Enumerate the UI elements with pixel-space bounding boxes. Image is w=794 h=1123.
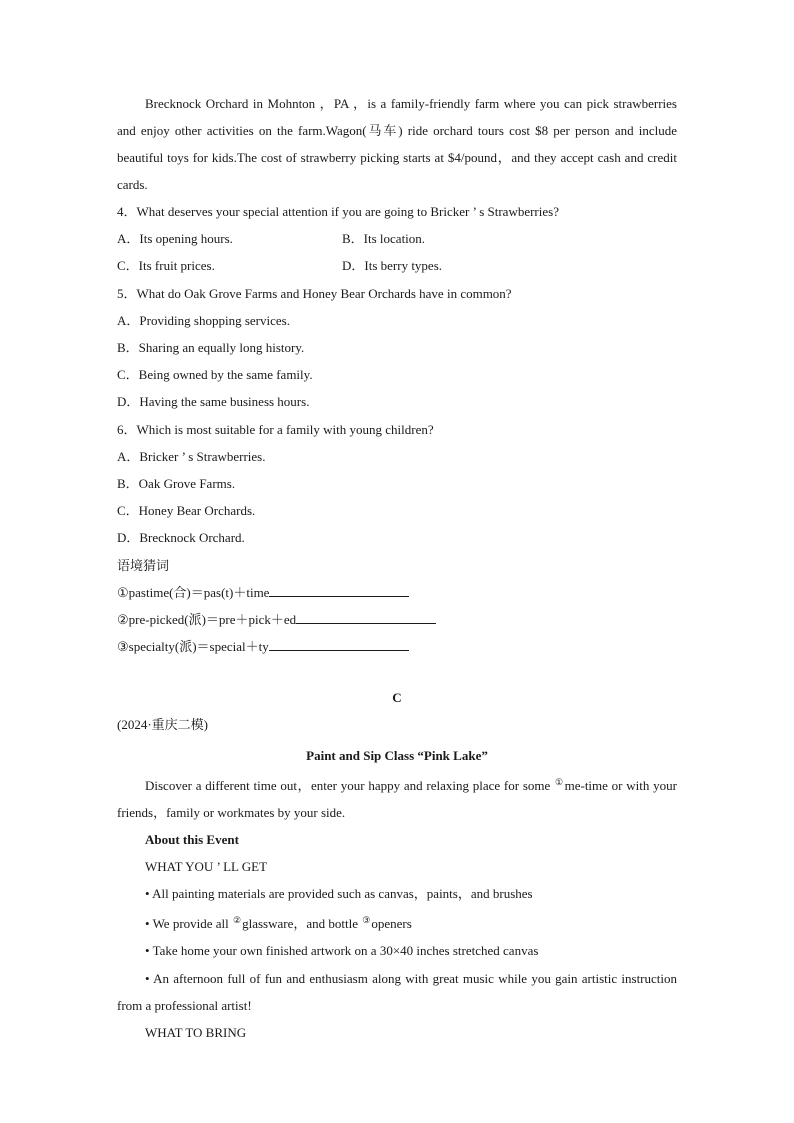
- bring-heading: WHAT TO BRING: [145, 1024, 247, 1040]
- footnote-marker: ①: [555, 776, 564, 787]
- passage-intro: Discover a different time out，enter your happy and relaxing place for some ①me-time or with your friends，family or workmates by your side.: [117, 776, 677, 820]
- answer-blank[interactable]: [269, 637, 409, 651]
- vocab-heading: 语境猜词: [117, 557, 170, 573]
- vocab-item: ①pastime(合)＝pas(t)＋time: [117, 579, 677, 606]
- footnote-marker: ②: [233, 915, 242, 926]
- question-6: [117, 416, 677, 552]
- option-d: D．Having the same business hours.: [117, 394, 310, 410]
- option-a: A．Its opening hours.: [117, 231, 233, 247]
- option-row: [117, 225, 677, 252]
- section-letter: C: [392, 690, 402, 706]
- vocab-item: ③specialty(派)＝special＋ty: [117, 633, 677, 660]
- about-heading: About this Event: [145, 831, 239, 847]
- question-5: [117, 280, 677, 416]
- question-stem: 6．Which is most suitable for a family with young children?: [117, 421, 434, 437]
- option-c: C．Its fruit prices.: [117, 258, 215, 274]
- question-stem: 5．What do Oak Grove Farms and Honey Bear Orchards have in common?: [117, 285, 512, 301]
- source-note: (2024·重庆二模): [117, 717, 208, 733]
- option-c: C．Being owned by the same family.: [117, 367, 313, 383]
- bullet-item: • All painting materials are provided such as canvas，paints，and brushes: [145, 886, 533, 902]
- bullet-item: • An afternoon full of fun and enthusiasm along with great music while you gain artistic instruction from a professional artist!: [117, 970, 677, 1013]
- option-d: D．Its berry types.: [342, 258, 443, 274]
- option-b: B．Oak Grove Farms.: [117, 476, 236, 492]
- option-c: C．Honey Bear Orchards.: [117, 503, 256, 519]
- answer-blank[interactable]: [269, 583, 409, 597]
- bullet-item: • Take home your own finished artwork on a 30×40 inches stretched canvas: [145, 943, 539, 959]
- vocab-section: [117, 552, 677, 661]
- option-b: B．Its location.: [342, 231, 426, 247]
- option-a: A．Providing shopping services.: [117, 312, 290, 328]
- intro-paragraph: Brecknock Orchard in Mohnton ，PA ，is a family-friendly farm where you can pick strawberries and enjoy other activities on the farm.Wagon(马车) ride orchard tours cost $8 per person and include beautiful toys for kids.The cost of strawberry picking starts at $4/pound，and they accept cash and credit cards.: [117, 96, 677, 192]
- option-row: [117, 252, 677, 279]
- question-stem: 4．What deserves your special attention if you are going to Bricker ’ s Strawberries?: [117, 204, 559, 219]
- option-d: D．Brecknock Orchard.: [117, 530, 245, 546]
- passage-title: Paint and Sip Class “Pink Lake”: [306, 747, 488, 763]
- document-page: [117, 90, 677, 1046]
- vocab-item: ②pre-picked(派)＝pre＋pick＋ed: [117, 606, 677, 633]
- footnote-marker: ③: [362, 915, 371, 926]
- bullet-item: • We provide all ②glassware，and bottle ③openers: [145, 915, 412, 932]
- option-a: A．Bricker ’ s Strawberries.: [117, 448, 266, 464]
- question-4: [117, 198, 677, 280]
- answer-blank[interactable]: [296, 610, 436, 624]
- get-heading: WHAT YOU ’ LL GET: [145, 858, 268, 874]
- option-b: B．Sharing an equally long history.: [117, 340, 305, 356]
